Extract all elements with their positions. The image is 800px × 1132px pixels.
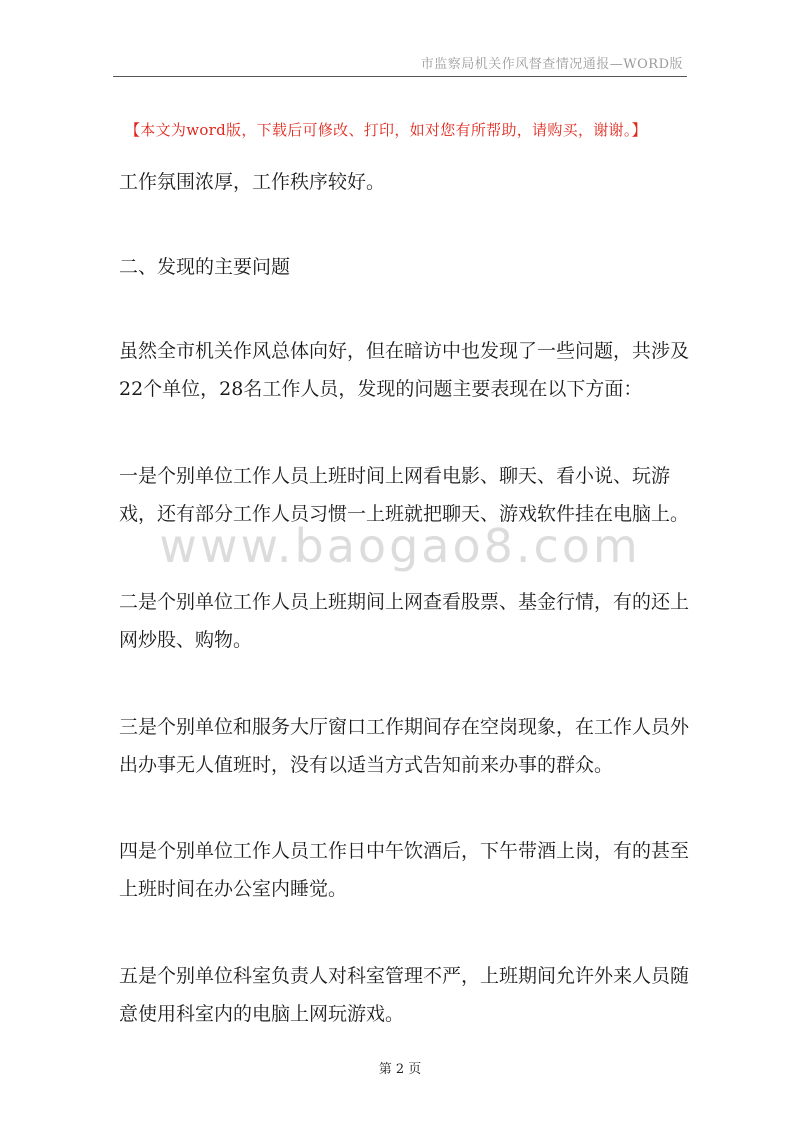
paragraph-1: 工作氛围浓厚，工作秩序较好。	[119, 171, 386, 193]
paragraph-intro: 虽然全市机关作风总体向好，但在暗访中也发现了一些问题，共涉及22个单位，28名工作人员，发现的问题主要表现在以下方面：	[119, 340, 690, 400]
section-heading: 二、发现的主要问题	[119, 256, 291, 278]
paragraph-item-1: 一是个别单位工作人员上班时间上网看电影、聊天、看小说、玩游戏，还有部分工作人员习惯一上班就把聊天、游戏软件挂在电脑上。	[119, 465, 690, 525]
purchase-notice: 【本文为word版，下载后可修改、打印，如对您有所帮助，请购买，谢谢。】	[125, 121, 647, 139]
paragraph-item-2: 二是个别单位工作人员上班期间上网查看股票、基金行情，有的还上网炒股、购物。	[119, 591, 690, 651]
page-number: 第 2 页	[378, 1062, 422, 1077]
paragraph-item-5: 五是个别单位科室负责人对科室管理不严，上班期间允许外来人员随意使用科室内的电脑上网玩游戏。	[119, 965, 690, 1025]
header-title: 市监察局机关作风督查情况通报—WORD版	[420, 57, 683, 72]
header-rule	[113, 76, 687, 77]
watermark: www.baogao8.com	[159, 519, 641, 573]
paragraph-item-4: 四是个别单位工作人员工作日中午饮酒后，下午带酒上岗，有的甚至上班时间在办公室内睡觉。	[119, 840, 690, 900]
paragraph-item-3: 三是个别单位和服务大厅窗口工作期间存在空岗现象，在工作人员外出办事无人值班时，没有以适当方式告知前来办事的群众。	[119, 716, 690, 776]
